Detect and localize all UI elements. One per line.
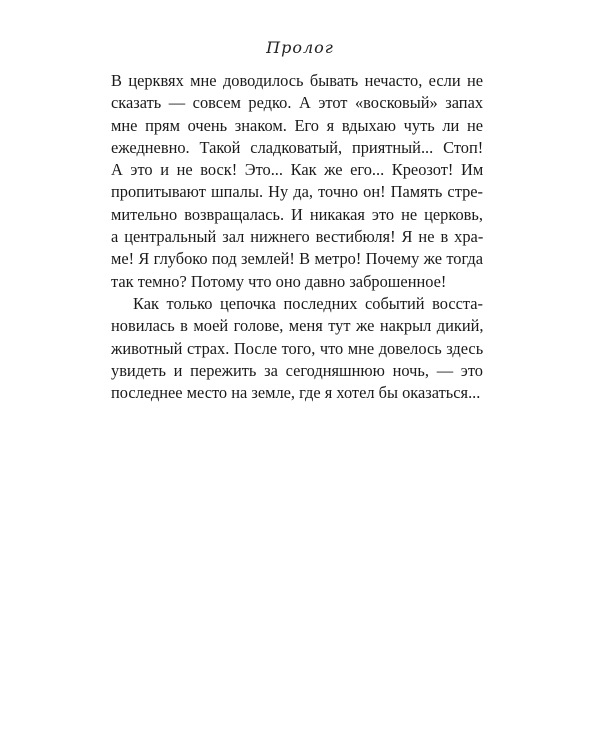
paragraph [111, 293, 483, 404]
text-line: сказать — совсем редко. А этот «восковый» запах [111, 93, 484, 113]
text-line: мительно возвращалась. И никакая это не церковь, [111, 204, 483, 224]
text-line: а центральный зал нижнего вестибюля! Я не в хра- [111, 227, 484, 247]
body-text [111, 70, 483, 404]
text-line: так темно? Потому что оно давно заброшенное! [111, 271, 447, 291]
text-line: новилась в моей голове, меня тут же накрыл дикий, [111, 316, 484, 336]
running-header: Пролог [266, 38, 334, 57]
text-line: Как только цепочка последних событий восста- [133, 293, 483, 313]
text-line: животный страх. После того, что мне довелось здесь [111, 338, 484, 358]
text-line: мне прям очень знаком. Его я вдыхаю чуть ли не [111, 115, 484, 135]
text-line: последнее место на земле, где я хотел бы оказаться... [111, 383, 481, 403]
text-line: ежедневно. Такой сладковатый, приятный... Стоп! [111, 137, 484, 157]
text-line: В церквях мне доводилось бывать нечасто, если не [111, 71, 484, 90]
text-line: увидеть и пережить за сегодняшнюю ночь, — это [111, 360, 483, 380]
text-line: ме! Я глубоко под землей! В метро! Почему же тогда [111, 249, 483, 269]
text-line: А это и не воск! Это... Как же его... Креозот! Им [111, 160, 484, 180]
text-line: пропитывают шпалы. Ну да, точно он! Память стре- [111, 182, 483, 202]
paragraph [111, 70, 483, 293]
